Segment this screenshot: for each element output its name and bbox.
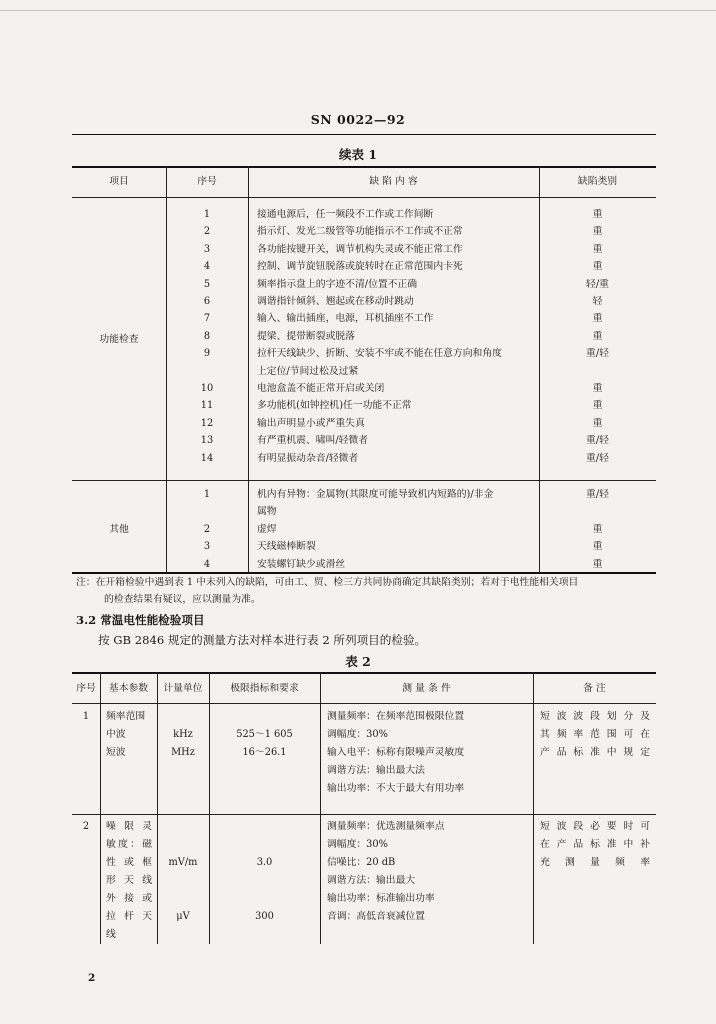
defect-class: 重/轻 [586, 348, 609, 360]
header-rule [72, 134, 656, 135]
unit: MHz [171, 747, 195, 758]
measurement-condition: 输入电平：标称有限噪声灵敏度 [327, 747, 465, 758]
table1-note [76, 574, 578, 608]
row-number: 10 [200, 383, 214, 394]
basic-parameter: 中波 [106, 729, 126, 740]
measurement-condition: 调幅度：30% [327, 839, 388, 850]
defect-description: 电池盒盖不能正常开启或关闭 [257, 383, 385, 394]
remark: 其频率范围可在 [540, 729, 650, 740]
table2-header-cell: 测 量 条 件 [402, 683, 451, 694]
defect-class: 重/轻 [586, 489, 609, 500]
row-number: 1 [203, 489, 211, 500]
measurement-condition: 测量频率：优选测量频率点 [327, 821, 445, 832]
table1-caption: 续表 1 [338, 147, 378, 162]
limit-requirement: 3.0 [256, 857, 273, 868]
scan-edge-line [0, 10, 716, 11]
defect-description: 有明显振动杂音/轻微者 [257, 452, 359, 464]
defect-description: 安装螺钉缺少或滑丝 [257, 558, 346, 570]
measurement-condition: 输出功率：标准输出功率 [327, 893, 435, 904]
basic-parameter: 性或框 [106, 857, 152, 868]
defect-class: 重 [592, 313, 603, 325]
defect-class: 轻/重 [586, 278, 609, 290]
table2-header-cell: 基本参数 [108, 683, 149, 694]
measurement-condition: 输出功率：不大于最大有用功率 [327, 783, 465, 794]
row-number: 6 [203, 296, 211, 307]
defect-description: 输入、输出插座，电源，耳机插座不工作 [257, 313, 434, 325]
table1-header-cell: 缺陷类别 [577, 176, 618, 187]
defect-description: 频率指示盘上的字迹不清/位置不正确 [257, 278, 418, 290]
table2-header-cell: 极限指标和要求 [230, 683, 299, 694]
row-number: 4 [203, 261, 211, 273]
defect-description: 输出声明显小或严重失真 [257, 417, 365, 429]
table2-header-cell: 备 注 [583, 683, 606, 694]
measurement-condition: 信噪比：20 dB [327, 857, 396, 868]
defect-class: 重 [592, 261, 603, 273]
standard-number-header: SN 0022—92 [310, 112, 406, 127]
table1-header-cell: 缺 陷 内 容 [369, 176, 418, 187]
table2-header-cell: 计量单位 [163, 683, 203, 694]
defect-description: 天线磁棒断裂 [257, 541, 316, 553]
defect-class: 轻 [592, 296, 603, 307]
basic-parameter: 拉杆天 [106, 911, 152, 922]
basic-parameter: 线 [106, 929, 116, 940]
row-number: 2 [203, 523, 211, 535]
measurement-condition: 调谐方法：输出最大法 [327, 765, 425, 776]
row-number: 14 [200, 452, 214, 464]
row-number: 8 [203, 330, 211, 342]
table2-caption: 表 2 [345, 654, 371, 669]
remark: 短波波段划分及 [540, 711, 650, 722]
row-number: 2 [82, 821, 90, 832]
defect-class: 重 [592, 383, 603, 394]
defect-description: 各功能按键开关，调节机构失灵或不能正常工作 [257, 243, 463, 255]
row-number: 4 [203, 558, 211, 570]
table2-col-divider [533, 672, 534, 944]
unit: mV/m [168, 857, 198, 868]
defect-description: 提梁、提带断裂或脱落 [257, 330, 355, 342]
remark: 充测量频率 [540, 857, 650, 868]
defect-class: 重 [592, 558, 603, 570]
defect-class: 重 [592, 523, 603, 535]
row-number: 13 [200, 435, 214, 447]
row-number: 2 [203, 226, 211, 238]
basic-parameter: 频率范围 [106, 711, 146, 722]
row-number: 7 [203, 313, 211, 325]
defect-class: 重 [592, 330, 603, 342]
defect-description: 机内有异物：金属物(其限度可能导致机内短路的)/非金 [257, 489, 494, 500]
defect-class: 重/轻 [586, 452, 609, 464]
section-title: 3.2 常温电性能检验项目 [76, 613, 205, 627]
defect-class: 重/轻 [586, 435, 609, 447]
defect-description: 属物 [257, 506, 277, 518]
row-number: 1 [82, 711, 90, 722]
row-number: 1 [203, 209, 211, 220]
defect-description: 拉杆天线缺少、折断、安装不牢或不能在任意方向和角度 [257, 348, 502, 360]
remark: 短波段必要时可 [540, 821, 650, 832]
table2-col-divider [320, 672, 321, 944]
table1-top-rule [72, 166, 656, 168]
group-name: 其他 [109, 524, 129, 535]
limit-requirement: 300 [255, 911, 274, 922]
basic-parameter: 敏度：磁 [106, 839, 152, 850]
table2-row-rule [72, 814, 656, 815]
defect-class: 重 [592, 243, 603, 255]
remark: 在产品标准中补 [540, 839, 650, 850]
defect-description: 有严重机震、啸叫/轻微者 [257, 435, 369, 447]
row-number: 3 [203, 243, 211, 255]
basic-parameter: 噪限灵 [106, 821, 152, 832]
basic-parameter: 短波 [106, 747, 126, 758]
note-line: 的检查结果有疑议，应以测量为准。 [104, 594, 261, 605]
table2-header-rule [72, 703, 656, 704]
page-number: 2 [88, 972, 96, 984]
basic-parameter: 形天线 [106, 875, 152, 886]
row-number: 5 [203, 278, 211, 290]
defect-description: 调谐指针倾斜、翘起或在移动时跳动 [257, 296, 414, 307]
basic-parameter: 外接或 [106, 893, 152, 904]
limit-requirement: 525～1 605 [236, 729, 293, 740]
defect-description: 上定位/节间过松及过紧 [257, 365, 359, 377]
defect-class: 重 [592, 209, 603, 220]
section-paragraph: 按 GB 2846 规定的测量方法对样本进行表 2 所列项目的检验。 [98, 633, 427, 647]
measurement-condition: 测量频率：在频率范围极限位置 [327, 711, 465, 722]
measurement-condition: 音调：高低音衰减位置 [327, 911, 425, 922]
unit: μV [176, 911, 190, 922]
defect-description: 接通电源后，任一频段不工作或工作间断 [257, 209, 434, 220]
table1-header-rule [72, 197, 656, 198]
defect-class: 重 [592, 226, 603, 238]
table2-col-divider [157, 672, 158, 944]
group-name: 功能检查 [99, 334, 139, 345]
remark: 产品标准中规定 [540, 747, 650, 758]
table2-top-rule [72, 672, 656, 674]
note-line: 注：在开箱检验中遇到表 1 中未列入的缺陷，可由工、贸、检三方共同协商确定其缺陷类别；若对于电性能相关项目 [76, 577, 579, 588]
defect-class: 重 [592, 400, 603, 412]
defect-description: 虚焊 [257, 523, 277, 535]
defect-class: 重 [592, 417, 603, 429]
row-number: 12 [200, 417, 214, 429]
table1-header-cell: 序号 [197, 176, 217, 187]
table2-col-divider [209, 672, 210, 944]
table2-col-divider [100, 672, 101, 944]
row-number: 11 [200, 400, 214, 412]
table1-group-rule [72, 480, 656, 481]
defect-class: 重 [592, 541, 603, 553]
table1-col-divider [248, 166, 249, 572]
defect-description: 多功能机(如钟控机)任一功能不正常 [257, 400, 412, 412]
limit-requirement: 16～26.1 [242, 747, 287, 758]
defect-description: 控制、调节旋钮脱落或旋转时在正常范围内卡死 [257, 261, 463, 273]
table2-header-cell: 序号 [76, 683, 96, 694]
row-number: 9 [203, 348, 211, 360]
table1-header-cell: 项目 [109, 176, 129, 187]
measurement-condition: 调幅度：30% [327, 729, 388, 740]
unit: kHz [173, 729, 193, 740]
row-number: 3 [203, 541, 211, 553]
measurement-condition: 调谐方法：输出最大 [327, 875, 416, 886]
defect-description: 指示灯、发光二级管等功能指示不工作或不正常 [257, 226, 463, 238]
